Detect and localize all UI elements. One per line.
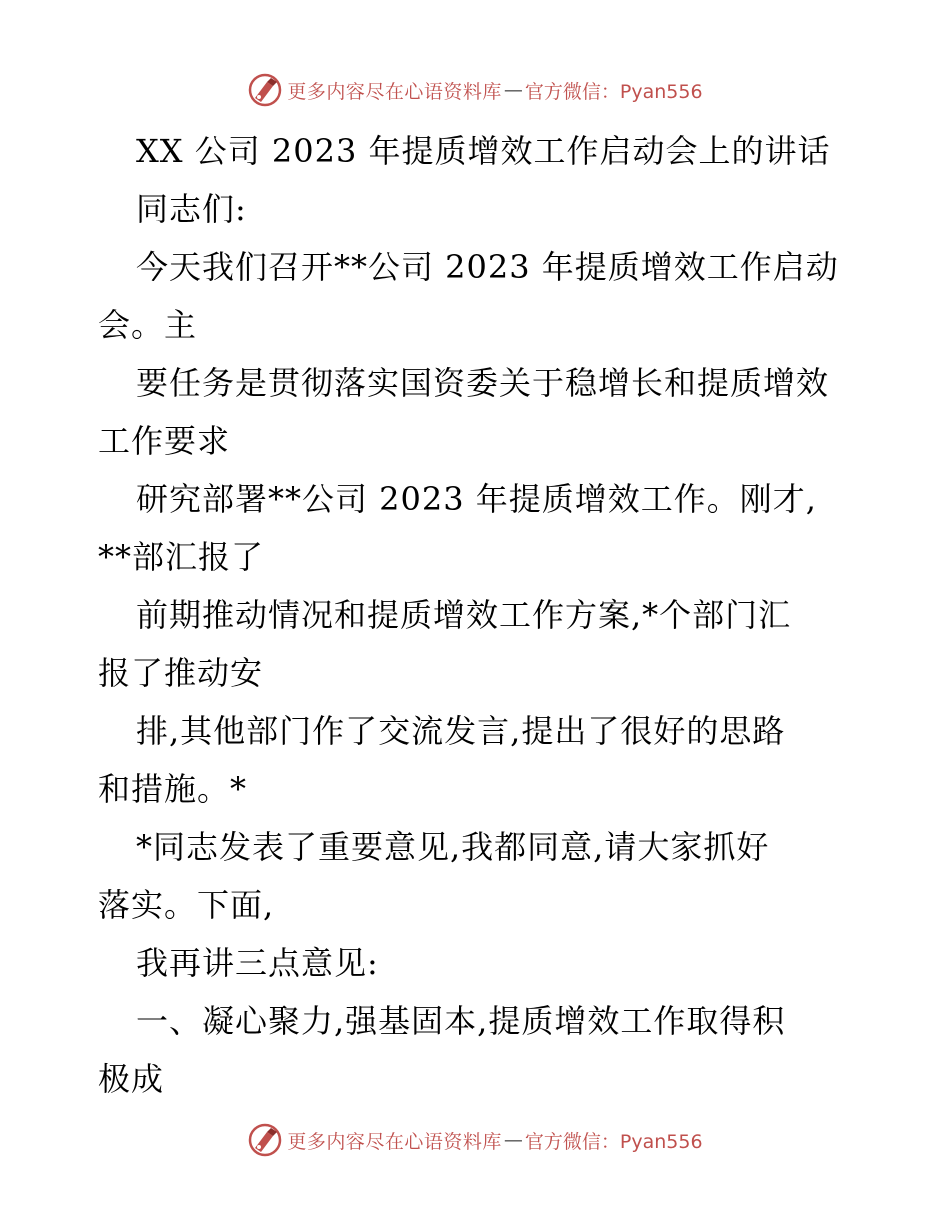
section-heading: 一、凝心聚力,强基固本,提质增效工作取得积 (136, 1002, 786, 1040)
watermark-contact: 官方微信：Pyan556 (524, 1130, 703, 1153)
text-line: 落实。下面, (98, 886, 275, 924)
text-line: 工作要求 (98, 422, 231, 460)
watermark-separator: — (503, 1129, 523, 1151)
header-watermark (0, 70, 950, 110)
text-line: 今天我们召开**公司 2023 年提质增效工作启动 (136, 248, 839, 286)
text-line: 和措施。* (98, 770, 248, 808)
text-line: *同志发表了重要意见,我都同意,请大家抓好 (136, 828, 770, 866)
text-line: 报了推动安 (98, 654, 264, 692)
watermark-separator: — (503, 79, 523, 101)
watermark-text: 更多内容尽在心语资料库 (287, 1130, 502, 1153)
text-line: 我再讲三点意见: (136, 944, 379, 982)
text-line: 排,其他部门作了交流发言,提出了很好的思路 (136, 712, 786, 750)
document-title: XX 公司 2023 年提质增效工作启动会上的讲话 (136, 132, 831, 170)
salutation: 同志们: (136, 190, 247, 228)
text-line: 研究部署**公司 2023 年提质增效工作。刚才, (136, 480, 817, 518)
watermark-contact: 官方微信：Pyan556 (524, 80, 703, 103)
pen-logo-icon (247, 1122, 283, 1158)
document-body (98, 122, 858, 1108)
text-line: 要任务是贯彻落实国资委关于稳增长和提质增效 (136, 364, 830, 402)
text-line: **部汇报了 (98, 538, 265, 576)
watermark-text: 更多内容尽在心语资料库 (287, 80, 502, 103)
footer-watermark (0, 1120, 950, 1160)
text-line: 会。主 (98, 306, 198, 344)
pen-logo-icon (247, 72, 283, 108)
text-line: 前期推动情况和提质增效工作方案,*个部门汇 (136, 596, 792, 634)
text-line: 极成 (98, 1060, 165, 1098)
